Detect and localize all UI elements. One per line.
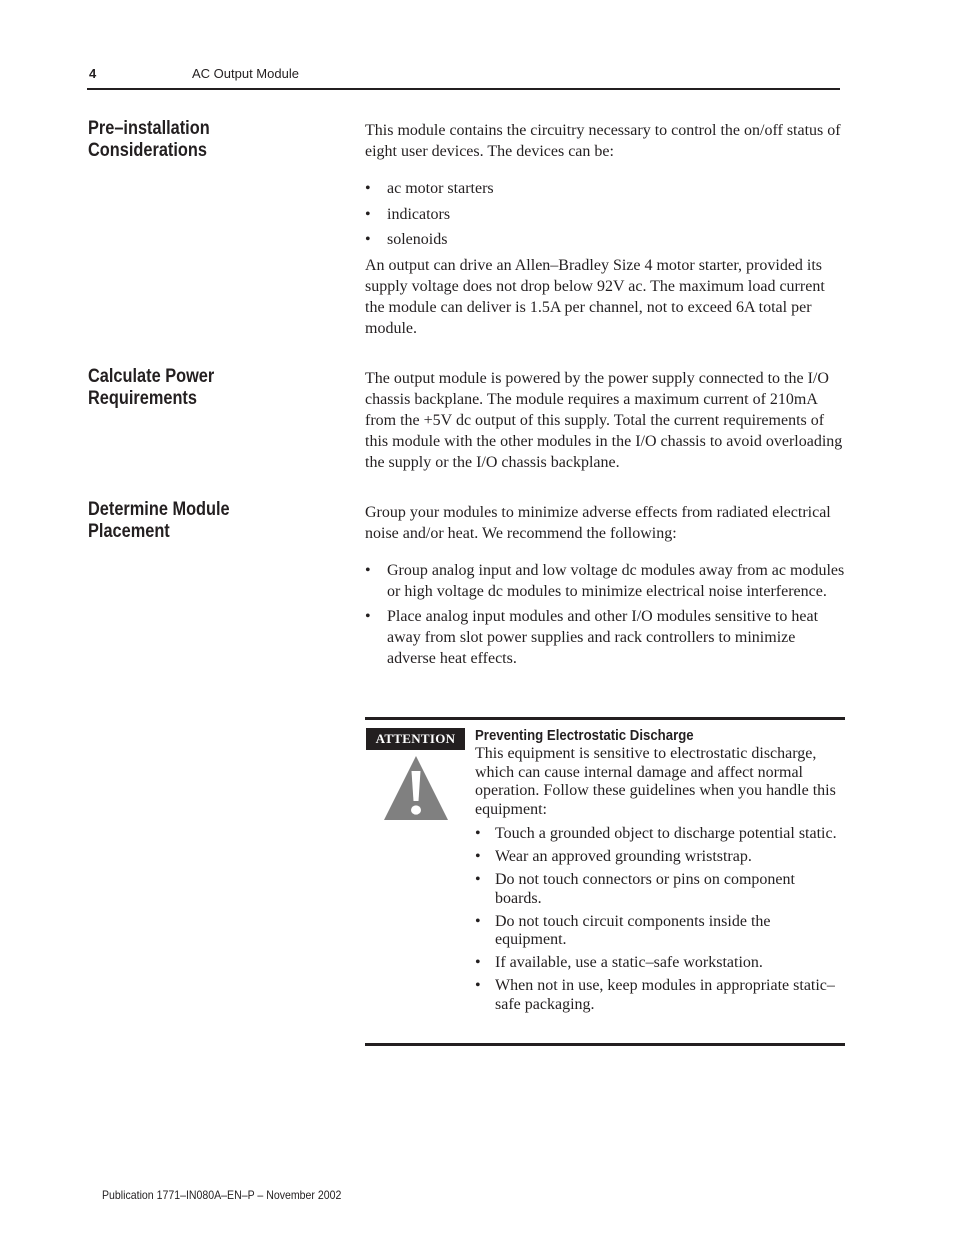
list-item: • indicators <box>365 205 451 223</box>
recommendation-list <box>365 560 845 669</box>
list-item: • If available, use a static–safe workstation. <box>475 954 763 971</box>
list-item: • Do not touch connectors or pins on component boards. <box>475 871 795 907</box>
bullet-icon: • <box>475 912 481 930</box>
bullet-icon: • <box>475 848 481 865</box>
bullet-icon: • <box>365 562 371 579</box>
heading-line: Calculate Power <box>88 366 215 387</box>
warning-triangle-icon <box>382 754 450 822</box>
attention-intro: This equipment is sensitive to electrostatic discharge, which can cause internal damage and affect normal operation. Follow these guidelines when you handle this equipment: <box>475 745 836 818</box>
heading-line: Placement <box>88 521 170 542</box>
bullet-icon: • <box>365 180 371 197</box>
paragraph: The output module is powered by the power supply connected to the I/O chassis backplane. The module requires a maximum current of 210mA from the +5V dc output of this supply. Total the current requirements of this module with the other modules in the I/O chassis to avoid overloading the supply or the I/O chassis backplane. <box>365 370 843 471</box>
list-item: • Group analog input and low voltage dc modules away from ac modules or high voltage dc modules to minimize electrical noise interference. <box>365 562 845 600</box>
section-body-module-placement <box>365 502 845 669</box>
running-title: AC Output Module <box>192 66 299 81</box>
bullet-icon: • <box>475 871 481 888</box>
section-heading-module-placement <box>88 499 303 543</box>
section-body-pre-installation <box>365 120 845 339</box>
paragraph: Group your modules to minimize adverse effects from radiated electrical noise and/or heat. We recommend the following: <box>365 504 831 542</box>
heading-line: Considerations <box>88 140 207 161</box>
paragraph: This module contains the circuitry necessary to control the on/off status of eight user devices. The devices can be: <box>365 122 841 160</box>
device-list <box>365 178 845 250</box>
list-item: • Touch a grounded object to discharge potential static. <box>475 825 837 842</box>
paragraph: An output can drive an Allen–Bradley Size 4 motor starter, provided its supply voltage does not drop below 92V ac. The maximum load current the module can deliver is 1.5A per channel, not to exceed 6A total per module. <box>365 257 825 337</box>
bullet-icon: • <box>475 977 481 994</box>
page-header <box>87 64 840 90</box>
section-heading-pre-installation <box>88 118 303 162</box>
list-item: • Wear an approved grounding wriststrap. <box>475 848 752 865</box>
list-item: • Place analog input modules and other I/O modules sensitive to heat away from slot power supplies and rack controllers to minimize adverse heat effects. <box>365 608 819 667</box>
heading-line: Requirements <box>88 388 197 409</box>
attention-content <box>475 726 840 1019</box>
section-body-power-requirements <box>365 368 845 473</box>
esd-guidelines-list <box>475 825 840 1014</box>
page-number: 4 <box>89 66 97 81</box>
bullet-icon: • <box>365 231 371 248</box>
page-footer: Publication 1771–IN080A–EN–P – November 2002 <box>102 1188 342 1202</box>
list-item: • When not in use, keep modules in appropriate static–safe packaging. <box>475 977 835 1013</box>
attention-box <box>365 717 845 1046</box>
heading-line: Determine Module <box>88 499 230 520</box>
list-item: • solenoids <box>365 231 448 248</box>
list-item: • ac motor starters <box>365 180 494 197</box>
bullet-icon: • <box>475 954 481 971</box>
attention-title: Preventing Electrostatic Discharge <box>475 727 694 744</box>
attention-label: ATTENTION <box>366 728 465 750</box>
bullet-icon: • <box>365 205 371 223</box>
bullet-icon: • <box>365 608 371 625</box>
heading-line: Pre–installation <box>88 118 210 139</box>
section-heading-power-requirements <box>88 366 303 410</box>
bullet-icon: • <box>475 825 481 842</box>
list-item: • Do not touch circuit components inside the equipment. <box>475 912 771 948</box>
